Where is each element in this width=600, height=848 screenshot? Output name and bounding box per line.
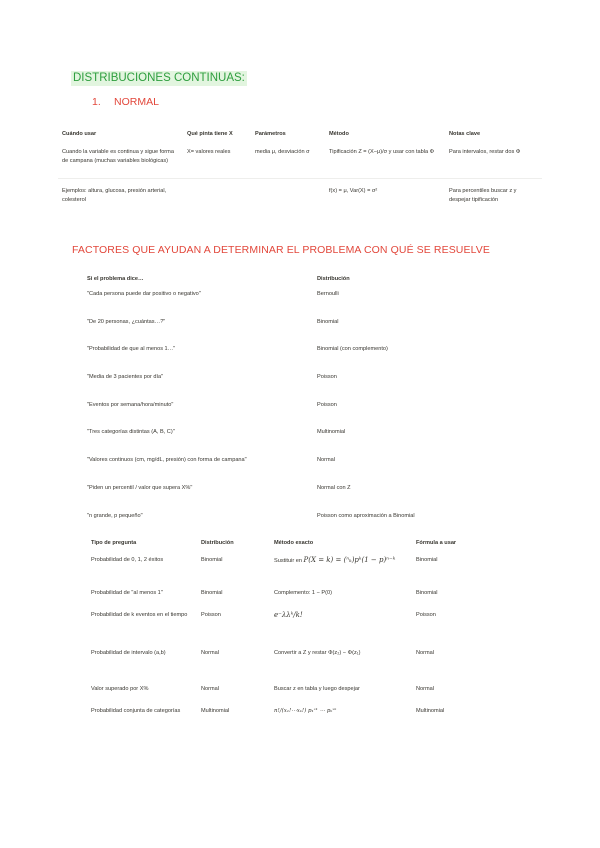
table-cell: Normal <box>317 457 336 464</box>
table-factores <box>85 266 465 535</box>
binomial-formula: P(X = k) = (ⁿₖ)pᵏ(1 − p)ⁿ⁻ᵏ <box>303 556 396 564</box>
table-cell: "Media de 3 pacientes por día" <box>87 374 164 381</box>
table-cell: Probabilidad de 0, 1, 2 éxitos <box>91 557 164 563</box>
table-cell: Poisson como aproximación a Binomial <box>317 512 415 519</box>
table-cell: "n grande, p pequeño" <box>87 512 143 519</box>
metodo-text: Convertir a Z y restar Φ(z₂) − Φ(z₁) <box>274 650 361 656</box>
table-cell: Probabilidad de intervalo (a,b) <box>91 650 166 656</box>
column-header: Método exacto <box>274 540 314 546</box>
column-header: Parámetros <box>255 131 286 137</box>
table-row <box>85 286 465 314</box>
table-cell: Probabilidad conjunta de categorías <box>91 708 181 714</box>
table-cell: Probabilidad de k eventos en el tiempo <box>91 612 188 618</box>
table-row <box>89 550 477 583</box>
table-header-row <box>58 118 542 140</box>
table-header-row <box>89 531 477 550</box>
table-row <box>89 701 477 731</box>
table-cell: Multinomial <box>201 708 230 714</box>
table-cell: Multinomial <box>317 429 346 436</box>
table-cell: Binomial <box>416 590 438 596</box>
column-header: Método <box>329 131 349 137</box>
metodo-text: Complemento: 1 − P(0) <box>274 590 332 596</box>
table-row <box>58 179 542 216</box>
table-row <box>85 369 465 397</box>
table-cell: Binomial <box>416 557 438 563</box>
table-cell: Bernoulli <box>317 291 339 297</box>
table-cell <box>272 701 414 731</box>
table-cell: X= valores reales <box>183 140 251 179</box>
table-cell: "De 20 personas, ¿cuántas…?" <box>87 318 166 325</box>
table-row <box>85 397 465 425</box>
table-cell: Poisson <box>317 401 337 408</box>
table-row <box>58 140 542 179</box>
column-header: Distribución <box>201 540 234 546</box>
table-cell: Normal <box>416 686 435 692</box>
subsection-title-normal <box>92 96 159 109</box>
table-cell <box>183 179 251 216</box>
table-row <box>89 679 477 701</box>
column-header: Qué pinta tiene X <box>187 131 233 137</box>
table-cell: Para percentiles buscar z y despejar tipificación <box>449 188 517 203</box>
table-cell: "Probabilidad de que al menos 1…" <box>87 346 176 353</box>
table-cell <box>272 679 414 701</box>
table-cell: Ejemplos: altura, glucosa, presión arterial, colesterol <box>62 188 167 203</box>
table-cell: Binomial <box>201 557 223 563</box>
table-cell <box>272 643 414 679</box>
table-cell <box>272 583 414 605</box>
table-row <box>85 424 465 452</box>
table-header-row <box>85 266 465 286</box>
table-cell: f(x) = μ, Var(X) = σ² <box>329 188 378 194</box>
table-cell: "Tres categorías distintas (A, B, C)" <box>87 429 175 436</box>
poisson-formula: e⁻λλᵏ/k! <box>274 611 303 619</box>
table-cell: Binomial (con complemento) <box>317 346 388 353</box>
table-cell: Normal <box>201 686 220 692</box>
section-title-factores: FACTORES QUE AYUDAN A DETERMINAR EL PROBLEMA CON QUÉ SE RESUELVE <box>72 244 490 256</box>
column-header: Si el problema dice… <box>87 276 144 282</box>
table-row <box>89 583 477 605</box>
table-cell: "Valores continuos (cm, mg/dL, presión) con forma de campana" <box>87 457 247 464</box>
table-cell: Normal con Z <box>317 484 351 491</box>
table-cell: Poisson <box>416 612 436 618</box>
table-cell <box>272 550 414 583</box>
table-cell <box>251 179 325 216</box>
table-cell: Poisson <box>201 612 221 618</box>
table-cell: Normal <box>416 650 435 656</box>
table-cell: Cuando la variable es continua y sigue forma de campana (muchas variables biológicas) <box>58 140 183 179</box>
table-row <box>89 643 477 679</box>
multinomial-formula: n!/(x₁!⋯xₖ!) p₁ˣ¹ ⋯ pₖˣᵏ <box>274 708 337 714</box>
table-row <box>85 480 465 508</box>
table-cell: "Cada persona puede dar positivo o negativo" <box>87 291 201 297</box>
table-row <box>85 341 465 369</box>
subsection-label: NORMAL <box>114 96 159 108</box>
list-number: 1. <box>92 96 101 108</box>
table-cell: Poisson <box>317 374 337 381</box>
column-header: Notas clave <box>449 131 481 137</box>
section-title-distribuciones-continuas: DISTRIBUCIONES CONTINUAS: <box>73 72 245 84</box>
column-header: Tipo de pregunta <box>91 540 137 546</box>
table-cell: Valor superado por X% <box>91 686 149 692</box>
column-header: Cuándo usar <box>62 131 97 137</box>
column-header: Fórmula a usar <box>416 540 457 546</box>
table-row <box>89 605 477 643</box>
table-cell: Binomial <box>317 318 339 325</box>
table-cell: Binomial <box>201 590 223 596</box>
table-cell <box>272 605 414 643</box>
table-cell: "Eventos por semana/hora/minuto" <box>87 401 174 408</box>
table-cell: Para intervalos, restar dos Φ <box>445 140 542 179</box>
table-cell: Normal <box>201 650 220 656</box>
table-cell: media μ, desviación σ <box>251 140 325 179</box>
table-row <box>85 314 465 342</box>
table-cell: Probabilidad de "al menos 1" <box>91 590 163 596</box>
table-normal-summary <box>58 118 542 215</box>
metodo-text: Buscar z en tabla y luego despejar <box>274 686 360 692</box>
table-cell: Multinomial <box>416 708 445 714</box>
table-row <box>85 452 465 480</box>
table-tipo-pregunta <box>89 531 477 731</box>
table-cell: "Piden un percentil / valor que supera X%" <box>87 484 193 491</box>
metodo-text: Sustituir en <box>274 558 304 564</box>
table-cell: Tipificación Z = (X−μ)/σ y usar con tabla Φ <box>325 140 445 179</box>
column-header: Distribución <box>317 276 350 282</box>
